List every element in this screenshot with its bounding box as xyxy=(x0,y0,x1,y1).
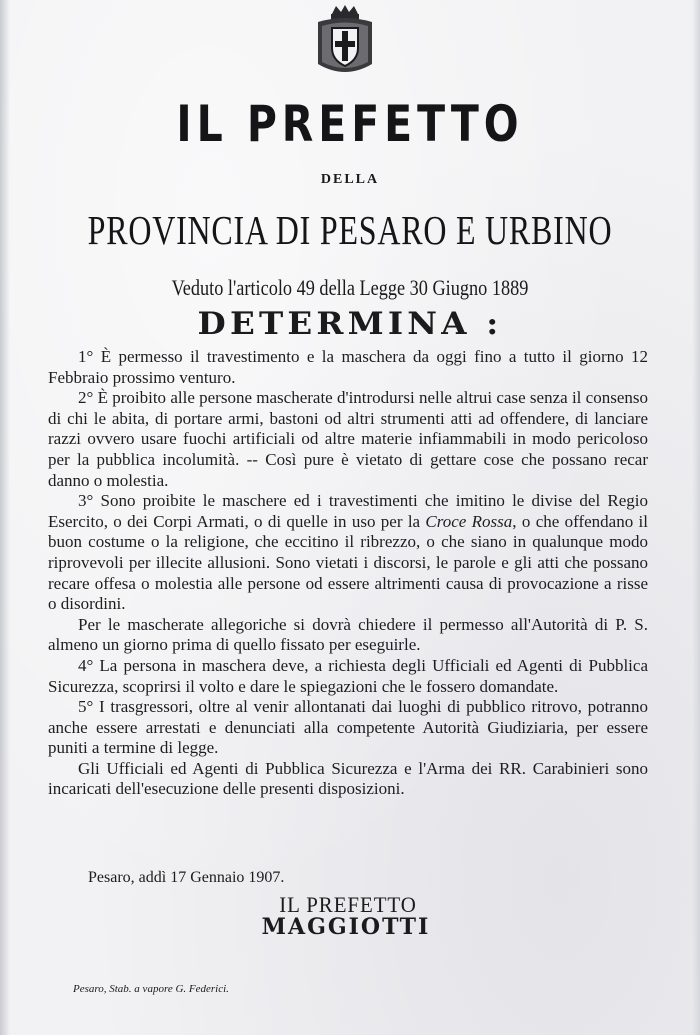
decree-body xyxy=(48,347,648,800)
article-4: 4° La persona in maschera deve, a richiesta degli Ufficiali ed Agenti di Pubblica Sicurezza, scoprirsi il volto e dare le spiegazioni che le fossero domandate. xyxy=(48,655,648,696)
province-heading: PROVINCIA DI PESARO E URBINO xyxy=(87,207,613,253)
article-2: 2° È proibito alle persone mascherate d'introdursi nelle altrui case senza il consenso di chi le abita, di portare armi, bastoni od altri strumenti atti ad offendere, di lanciare razzi ovvero usare fuochi artificiali od altre materie infiammabili in modo pericoloso per la pubblica incolumità. -- Così pure è vietato di gettare cose che possano recar danno o molestia. xyxy=(48,388,648,490)
royal-crest-icon xyxy=(310,4,380,78)
printer-imprint: Pesaro, Stab. a vapore G. Federici. xyxy=(73,983,229,995)
poster-title: IL PREFETTO xyxy=(176,95,524,153)
article-1: 1° È permesso il travestimento e la maschera da oggi fino a tutto il giorno 12 Febbraio prossimo venturo. xyxy=(48,347,648,387)
della-label: DELLA xyxy=(320,172,380,187)
article-3-allegorical: Per le mascherate allegoriche si dovrà chiedere il permesso all'Autorità di P. S. almeno un giorno prima di quello fissato per eseguirle. xyxy=(48,614,648,655)
croce-rossa-emphasis: Croce Rossa xyxy=(425,511,513,531)
determina-heading: DETERMINA : xyxy=(197,306,503,342)
signature-title: IL PREFETTO xyxy=(279,892,417,917)
article-5: 5° I trasgressori, oltre al venir allontanati dai luoghi di pubblico ritrovo, potranno anche essere arrestati e denunciati alla competente Autorità Giudiziaria, per essere puniti a termine di legge. xyxy=(48,697,648,758)
enforcement-clause: Gli Ufficiali ed Agenti di Pubblica Sicurezza e l'Arma dei RR. Carabinieri sono incaricati dell'esecuzione delle presenti disposizioni. xyxy=(48,758,648,799)
signature-name: MAGGIOTTI xyxy=(261,914,431,940)
issue-date: Pesaro, addì 17 Gennaio 1907. xyxy=(88,869,285,886)
article-3: 3° Sono proibite le maschere ed i travestimenti che imitino le divise del Regio Esercito, o dei Corpi Armati, o di quelle in uso per la Croce Rossa, o che offendano il buon costume o la religione, che eccitino il ribrezzo, o che siano in qualunque modo riprovevoli per illecite allusioni. Sono vietati i discorsi, le parole e gli atti che possano recare offesa o molestia alle persone od essere altrimenti causa di provocazione a risse o disordini. xyxy=(48,491,648,614)
legal-reference: Veduto l'articolo 49 della Legge 30 Giugno 1889 xyxy=(171,275,529,300)
